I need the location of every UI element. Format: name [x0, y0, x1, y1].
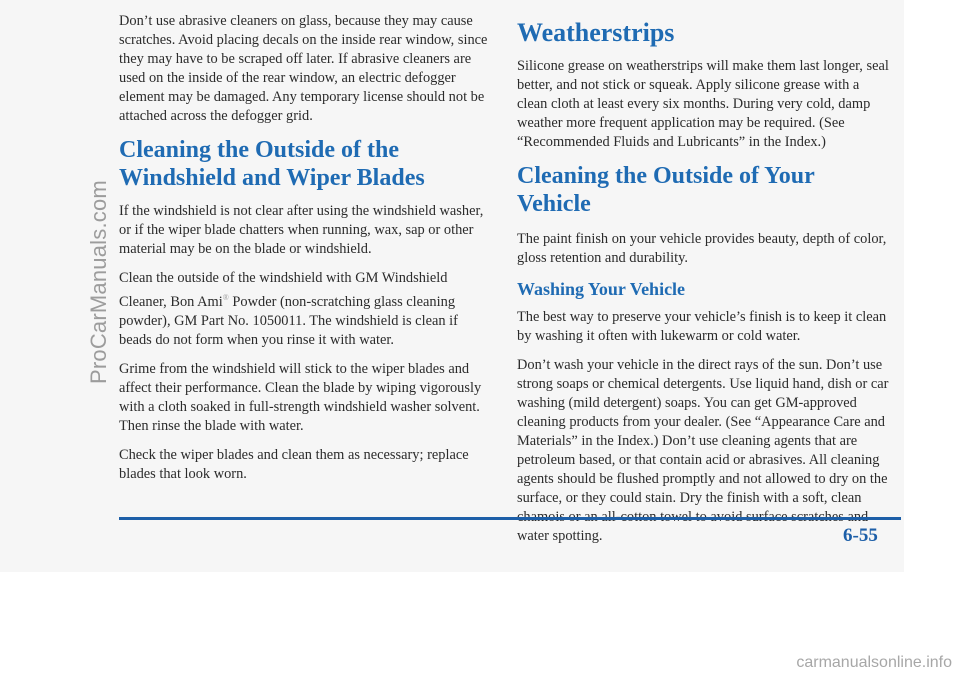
bottom-watermark: carmanualsonline.info [796, 654, 952, 671]
windshield-paragraph-2-end: Powder (non-scratching glass cleaning powder), GM Part No. 1050011. The windshield is clean if beads do not form when you rinse it with water. [119, 293, 458, 348]
windshield-paragraph-2-start: Clean the outside of the windshield with GM Windshield Cleaner, Bon Ami [119, 270, 448, 310]
windshield-paragraph-2 [119, 269, 489, 350]
wiper-check-paragraph: Check the wiper blades and clean them as necessary; replace blades that look worn. [119, 446, 469, 482]
weatherstrips-paragraph: Silicone grease on weatherstrips will make them last longer, seal better, and not stick or squeak. Apply silicone grease with a clean cloth at least every six months. During very cold, damp weather more frequent application may be required. (See “Recommended Fluids and Lubricants” in the Index.) [517, 58, 889, 150]
windshield-cleaning-heading: Cleaning the Outside of the Windshield and Wiper Blades [119, 137, 425, 191]
footer-rule [119, 517, 901, 520]
weatherstrips-heading: Weatherstrips [517, 18, 675, 47]
page-number: 6-55 [843, 525, 878, 546]
glass-cleaning-paragraph: Don’t use abrasive cleaners on glass, because they may cause scratches. Avoid placing decals on the inside rear window, since they may have to be scraped off later. If abrasive cleaners are used on the inside of the rear window, an electric defogger element may be damaged. Any temporary license should not be attached across the defogger grid. [119, 13, 488, 124]
washing-paragraph-1: The best way to preserve your vehicle’s finish is to keep it clean by washing it often with lukewarm or cold water. [517, 309, 887, 344]
wiper-grime-paragraph: Grime from the windshield will stick to the wiper blades and affect their performance. Clean the blade by wiping vigorously with a cloth soaked in full-strength windshield washer solvent. Then rinse the blade with water. [119, 360, 482, 434]
windshield-paragraph-1: If the windshield is not clear after using the windshield washer, or if the wiper blade chatters when running, wax, sap or other material may be on the blade or windshield. [119, 203, 484, 257]
washing-subheading: Washing Your Vehicle [517, 279, 686, 299]
side-watermark: ProCarManuals.com [86, 180, 111, 384]
left-column [119, 12, 489, 494]
paint-finish-paragraph: The paint finish on your vehicle provides beauty, depth of color, gloss retention and durability. [517, 231, 887, 266]
washing-paragraph-2: Don’t wash your vehicle in the direct rays of the sun. Don’t use strong soaps or chemical detergents. Use liquid hand, dish or car washing (mild detergent) soaps. You can get GM-approved cleaning products from your dealer. (See “Appearance Care and Materials” in the Index.) Don’t use cleaning agents that are petroleum based, or that contain acid or abrasives. All cleaning agents should be flushed promptly and not allowed to dry on the surface, or they could stain. Dry the finish with a soft, clean water spotting. [517, 357, 889, 544]
registered-mark: ® [222, 293, 229, 302]
right-column [517, 12, 889, 556]
vehicle-cleaning-heading: Cleaning the Outside of Your Vehicle [517, 163, 815, 217]
